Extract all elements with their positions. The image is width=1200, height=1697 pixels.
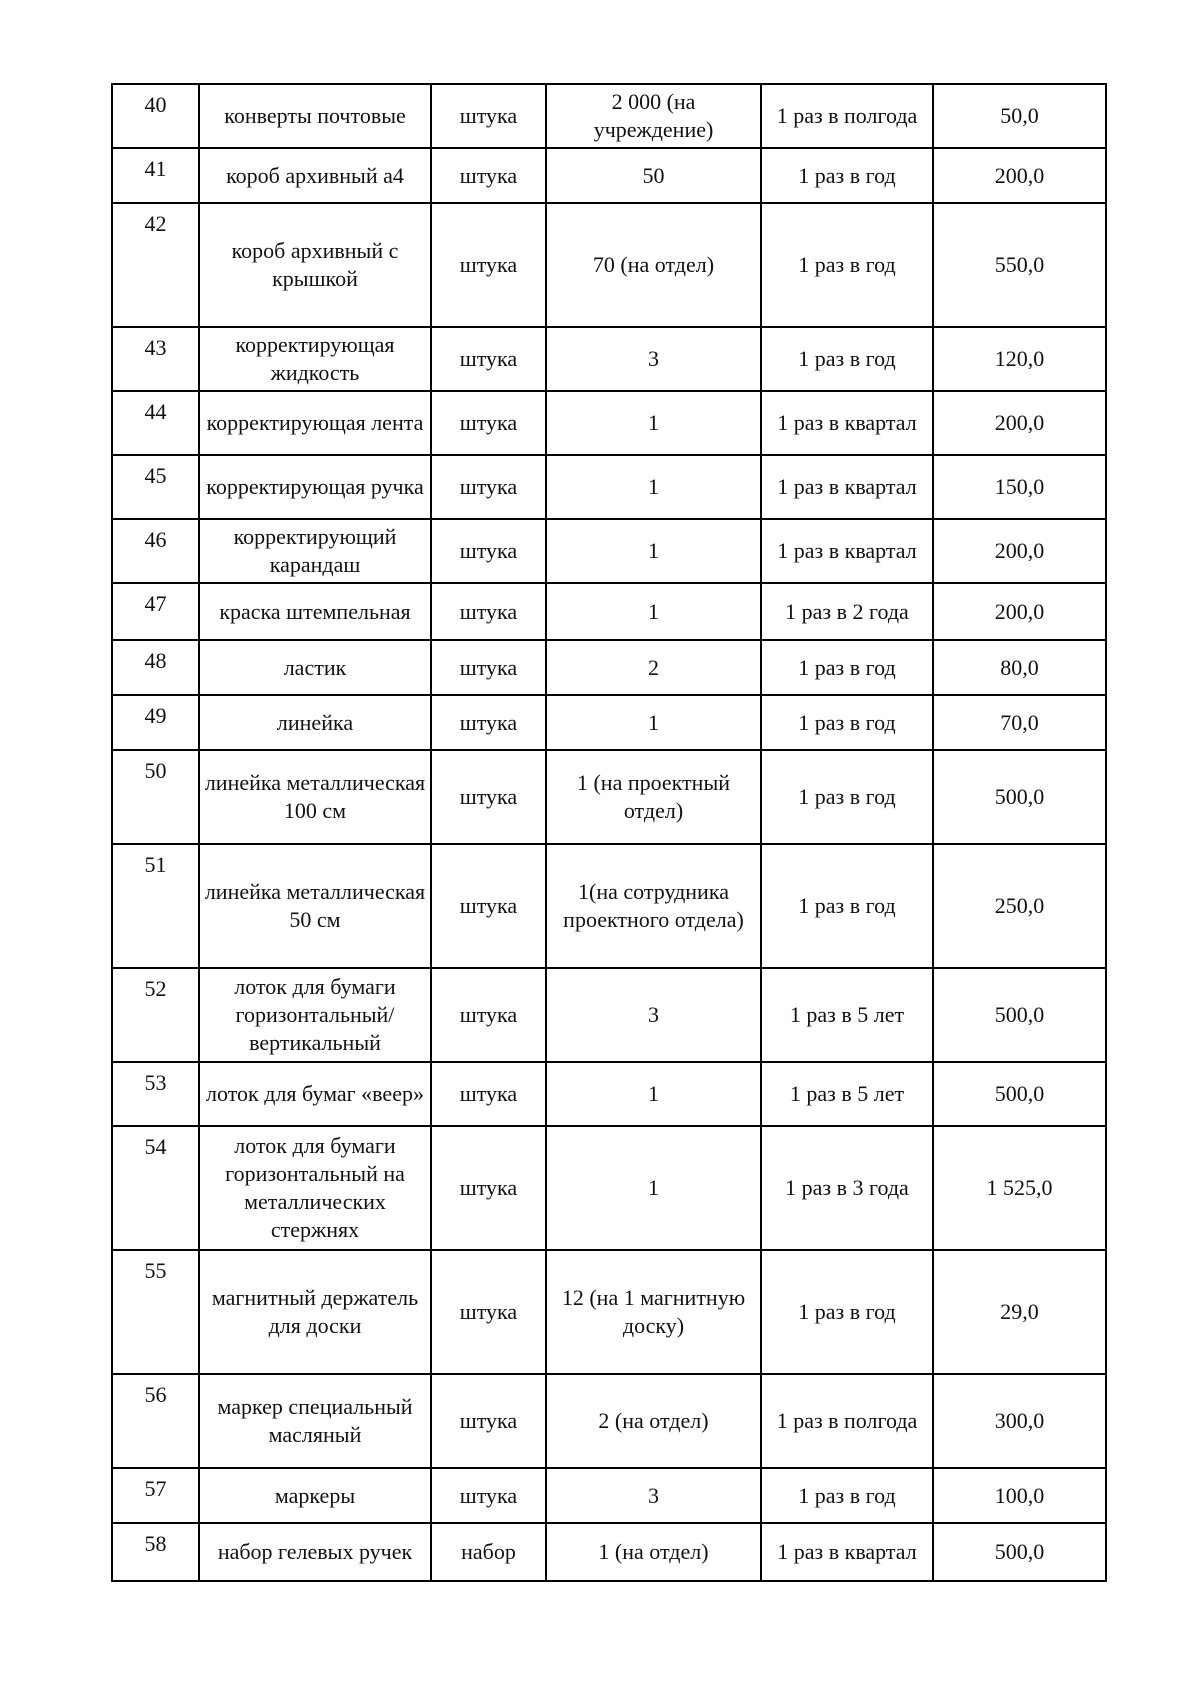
quantity-cell: 1 (на проектный отдел) bbox=[546, 750, 761, 844]
unit-cell: штука bbox=[431, 327, 546, 391]
row-number-cell: 48 bbox=[112, 640, 199, 695]
unit-cell: штука bbox=[431, 1062, 546, 1126]
unit-cell: набор bbox=[431, 1523, 546, 1581]
price-cell: 29,0 bbox=[933, 1250, 1106, 1374]
row-number-cell: 51 bbox=[112, 844, 199, 968]
quantity-cell: 1 bbox=[546, 391, 761, 455]
quantity-cell: 2 (на отдел) bbox=[546, 1374, 761, 1468]
price-cell: 500,0 bbox=[933, 1062, 1106, 1126]
quantity-cell: 1 bbox=[546, 1126, 761, 1250]
supplies-table bbox=[111, 83, 1107, 1582]
price-cell: 500,0 bbox=[933, 750, 1106, 844]
row-number-cell: 49 bbox=[112, 695, 199, 750]
unit-cell: штука bbox=[431, 695, 546, 750]
item-name-cell: конверты почтовые bbox=[199, 84, 431, 148]
period-cell: 1 раз в 3 года bbox=[761, 1126, 933, 1250]
table-row bbox=[112, 455, 1106, 519]
item-name-cell: корректирующая ручка bbox=[199, 455, 431, 519]
table-row bbox=[112, 327, 1106, 391]
table-row bbox=[112, 148, 1106, 203]
period-cell: 1 раз в 5 лет bbox=[761, 968, 933, 1062]
price-cell: 1 525,0 bbox=[933, 1126, 1106, 1250]
quantity-cell: 50 bbox=[546, 148, 761, 203]
row-number-cell: 45 bbox=[112, 455, 199, 519]
row-number-cell: 41 bbox=[112, 148, 199, 203]
period-cell: 1 раз в год bbox=[761, 750, 933, 844]
table-row bbox=[112, 844, 1106, 968]
unit-cell: штука bbox=[431, 1468, 546, 1523]
table-row bbox=[112, 203, 1106, 327]
item-name-cell: маркеры bbox=[199, 1468, 431, 1523]
item-name-cell: лоток для бумаг «веер» bbox=[199, 1062, 431, 1126]
row-number-cell: 56 bbox=[112, 1374, 199, 1468]
period-cell: 1 раз в год bbox=[761, 148, 933, 203]
period-cell: 1 раз в год bbox=[761, 1468, 933, 1523]
item-name-cell: линейка металлическая 50 см bbox=[199, 844, 431, 968]
item-name-cell: магнитный держатель для доски bbox=[199, 1250, 431, 1374]
unit-cell: штука bbox=[431, 203, 546, 327]
unit-cell: штука bbox=[431, 84, 546, 148]
item-name-cell: лоток для бумаги горизонтальный на металлических стержнях bbox=[199, 1126, 431, 1250]
table-row bbox=[112, 519, 1106, 583]
item-name-cell: корректирующий карандаш bbox=[199, 519, 431, 583]
quantity-cell: 3 bbox=[546, 327, 761, 391]
row-number-cell: 46 bbox=[112, 519, 199, 583]
quantity-cell: 3 bbox=[546, 1468, 761, 1523]
unit-cell: штука bbox=[431, 583, 546, 640]
table-row bbox=[112, 583, 1106, 640]
quantity-cell: 1(на сотрудника проектного отдела) bbox=[546, 844, 761, 968]
row-number-cell: 53 bbox=[112, 1062, 199, 1126]
row-number-cell: 47 bbox=[112, 583, 199, 640]
quantity-cell: 1 bbox=[546, 695, 761, 750]
quantity-cell: 12 (на 1 магнитную доску) bbox=[546, 1250, 761, 1374]
table-body bbox=[112, 84, 1106, 1581]
table-row bbox=[112, 1374, 1106, 1468]
unit-cell: штука bbox=[431, 1374, 546, 1468]
price-cell: 300,0 bbox=[933, 1374, 1106, 1468]
price-cell: 500,0 bbox=[933, 1523, 1106, 1581]
row-number-cell: 57 bbox=[112, 1468, 199, 1523]
quantity-cell: 1 bbox=[546, 519, 761, 583]
quantity-cell: 1 bbox=[546, 455, 761, 519]
quantity-cell: 2 bbox=[546, 640, 761, 695]
table-row bbox=[112, 640, 1106, 695]
unit-cell: штука bbox=[431, 750, 546, 844]
price-cell: 100,0 bbox=[933, 1468, 1106, 1523]
price-cell: 200,0 bbox=[933, 519, 1106, 583]
price-cell: 200,0 bbox=[933, 391, 1106, 455]
quantity-cell: 1 bbox=[546, 1062, 761, 1126]
row-number-cell: 44 bbox=[112, 391, 199, 455]
item-name-cell: лоток для бумаги горизонтальный/вертикальный bbox=[199, 968, 431, 1062]
unit-cell: штука bbox=[431, 968, 546, 1062]
period-cell: 1 раз в квартал bbox=[761, 1523, 933, 1581]
table-row bbox=[112, 1250, 1106, 1374]
item-name-cell: краска штемпельная bbox=[199, 583, 431, 640]
row-number-cell: 43 bbox=[112, 327, 199, 391]
unit-cell: штука bbox=[431, 844, 546, 968]
table-row bbox=[112, 695, 1106, 750]
item-name-cell: набор гелевых ручек bbox=[199, 1523, 431, 1581]
table-row bbox=[112, 84, 1106, 148]
price-cell: 120,0 bbox=[933, 327, 1106, 391]
quantity-cell: 1 (на отдел) bbox=[546, 1523, 761, 1581]
price-cell: 50,0 bbox=[933, 84, 1106, 148]
unit-cell: штука bbox=[431, 519, 546, 583]
period-cell: 1 раз в год bbox=[761, 1250, 933, 1374]
quantity-cell: 70 (на отдел) bbox=[546, 203, 761, 327]
quantity-cell: 2 000 (на учреждение) bbox=[546, 84, 761, 148]
period-cell: 1 раз в год bbox=[761, 327, 933, 391]
unit-cell: штука bbox=[431, 1250, 546, 1374]
table-row bbox=[112, 750, 1106, 844]
row-number-cell: 55 bbox=[112, 1250, 199, 1374]
period-cell: 1 раз в квартал bbox=[761, 519, 933, 583]
table-row bbox=[112, 968, 1106, 1062]
unit-cell: штука bbox=[431, 455, 546, 519]
item-name-cell: линейка bbox=[199, 695, 431, 750]
unit-cell: штука bbox=[431, 148, 546, 203]
unit-cell: штука bbox=[431, 391, 546, 455]
item-name-cell: короб архивный а4 bbox=[199, 148, 431, 203]
item-name-cell: корректирующая лента bbox=[199, 391, 431, 455]
unit-cell: штука bbox=[431, 1126, 546, 1250]
table-row bbox=[112, 391, 1106, 455]
unit-cell: штука bbox=[431, 640, 546, 695]
item-name-cell: корректирующая жидкость bbox=[199, 327, 431, 391]
period-cell: 1 раз в год bbox=[761, 203, 933, 327]
period-cell: 1 раз в год bbox=[761, 844, 933, 968]
price-cell: 80,0 bbox=[933, 640, 1106, 695]
quantity-cell: 1 bbox=[546, 583, 761, 640]
item-name-cell: линейка металлическая 100 см bbox=[199, 750, 431, 844]
price-cell: 200,0 bbox=[933, 148, 1106, 203]
period-cell: 1 раз в квартал bbox=[761, 391, 933, 455]
row-number-cell: 54 bbox=[112, 1126, 199, 1250]
table-row bbox=[112, 1126, 1106, 1250]
period-cell: 1 раз в квартал bbox=[761, 455, 933, 519]
price-cell: 250,0 bbox=[933, 844, 1106, 968]
row-number-cell: 52 bbox=[112, 968, 199, 1062]
period-cell: 1 раз в год bbox=[761, 695, 933, 750]
item-name-cell: маркер специальный масляный bbox=[199, 1374, 431, 1468]
table-row bbox=[112, 1062, 1106, 1126]
period-cell: 1 раз в полгода bbox=[761, 1374, 933, 1468]
period-cell: 1 раз в год bbox=[761, 640, 933, 695]
table-row bbox=[112, 1468, 1106, 1523]
price-cell: 150,0 bbox=[933, 455, 1106, 519]
row-number-cell: 40 bbox=[112, 84, 199, 148]
price-cell: 200,0 bbox=[933, 583, 1106, 640]
period-cell: 1 раз в 5 лет bbox=[761, 1062, 933, 1126]
quantity-cell: 3 bbox=[546, 968, 761, 1062]
price-cell: 70,0 bbox=[933, 695, 1106, 750]
table-row bbox=[112, 1523, 1106, 1581]
period-cell: 1 раз в полгода bbox=[761, 84, 933, 148]
row-number-cell: 58 bbox=[112, 1523, 199, 1581]
price-cell: 550,0 bbox=[933, 203, 1106, 327]
row-number-cell: 42 bbox=[112, 203, 199, 327]
row-number-cell: 50 bbox=[112, 750, 199, 844]
price-cell: 500,0 bbox=[933, 968, 1106, 1062]
item-name-cell: короб архивный с крышкой bbox=[199, 203, 431, 327]
item-name-cell: ластик bbox=[199, 640, 431, 695]
period-cell: 1 раз в 2 года bbox=[761, 583, 933, 640]
